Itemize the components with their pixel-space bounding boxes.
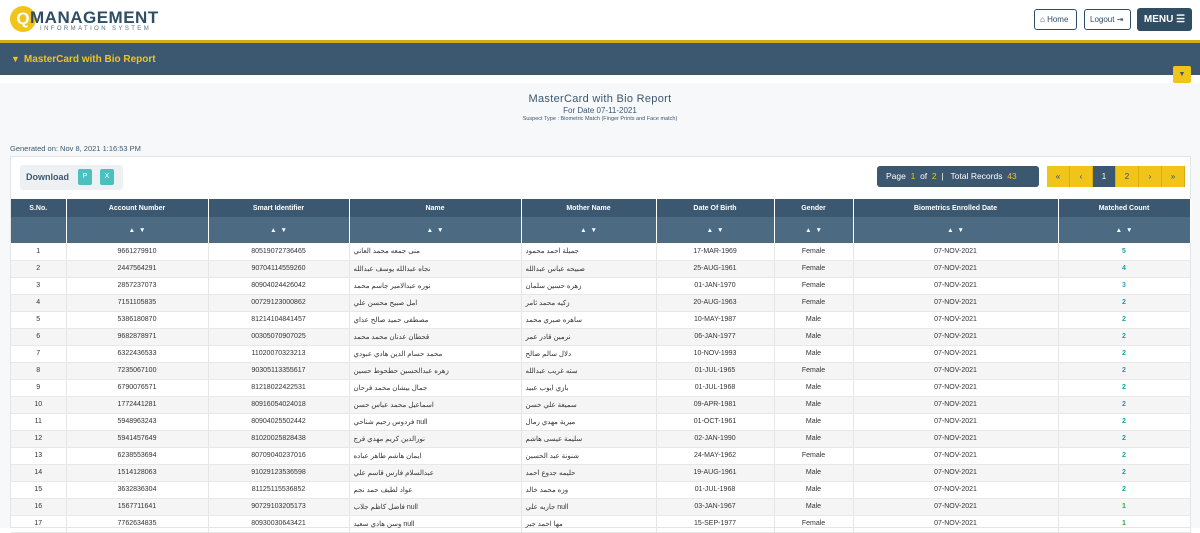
cell-smart-identifier: 80709040237016 (208, 447, 349, 464)
band-title (11, 54, 156, 65)
cell-biometrics-enrolled-date: 07-NOV-2021 (853, 430, 1058, 447)
cell-mother-name: حليمه جدوع احمد (521, 464, 656, 481)
col-biometrics-enrolled-date[interactable]: Biometrics Enrolled Date (853, 199, 1058, 217)
cell-gender: Male (774, 430, 853, 447)
table-row[interactable] (11, 430, 1190, 447)
cell-name: اسماعيل محمد عباس حسن (349, 396, 521, 413)
report-suspect-type: Suspect Type : Biometric Match (Finger Prints and Face match) (522, 116, 678, 122)
cell-mother-name: سته غريب عبدالله (521, 362, 656, 379)
pdf-download-icon[interactable]: P (78, 169, 92, 185)
cell-name: عبدالسلام فارس قاسم علي (349, 464, 521, 481)
cell-name: نجاه عبدالله يوسف عبدالله (349, 260, 521, 277)
sort-desc-icon[interactable]: ▼ (280, 226, 287, 234)
cell-smart-identifier: 80904024426042 (208, 277, 349, 294)
cell-matched-count: 2 (1058, 396, 1190, 413)
cell-sno: 15 (11, 481, 66, 498)
cell-date-of-birth: 01-JAN-1970 (656, 277, 774, 294)
cell-mother-name: ميرية مهدي رمال (521, 413, 656, 430)
cell-mother-name: ساهره صبري محمد (521, 311, 656, 328)
table-row[interactable] (11, 396, 1190, 413)
cell-gender: Male (774, 396, 853, 413)
table-row[interactable] (11, 311, 1190, 328)
sort-cell (66, 217, 208, 243)
collapse-toggle-button[interactable] (1173, 66, 1191, 83)
sort-cell (774, 217, 853, 243)
cell-date-of-birth: 20-AUG-1963 (656, 294, 774, 311)
cell-sno: 3 (11, 277, 66, 294)
report-title-band (0, 40, 1200, 75)
generated-on: Generated on: Nov 8, 2021 1:16:53 PM (10, 144, 141, 153)
cell-sno: 11 (11, 413, 66, 430)
cell-date-of-birth: 01-OCT-1961 (656, 413, 774, 430)
cell-biometrics-enrolled-date: 07-NOV-2021 (853, 277, 1058, 294)
cell-date-of-birth: 24-MAY-1962 (656, 447, 774, 464)
cell-matched-count: 2 (1058, 362, 1190, 379)
sort-asc-icon[interactable]: ▲ (426, 226, 433, 234)
cell-name: امل صبيح محسن علي (349, 294, 521, 311)
cell-gender: Male (774, 345, 853, 362)
cell-name: فردوس رحيم شناحي null (349, 413, 521, 430)
sort-asc-icon[interactable]: ▲ (580, 226, 587, 234)
cell-name: عواد لطيف حمد نجم (349, 481, 521, 498)
cell-account-number: 9682878971 (66, 328, 208, 345)
cell-smart-identifier: 81020025828438 (208, 430, 349, 447)
report-title: MasterCard with Bio Report (528, 93, 672, 105)
cell-biometrics-enrolled-date: 07-NOV-2021 (853, 413, 1058, 430)
total-pages: 2 (931, 171, 937, 181)
cell-smart-identifier: 91029123536598 (208, 464, 349, 481)
cell-mother-name: سليمة عيسى هاشم (521, 430, 656, 447)
cell-biometrics-enrolled-date: 07-NOV-2021 (853, 243, 1058, 260)
cell-mother-name: جاريه علي null (521, 498, 656, 515)
excel-download-icon[interactable]: X (100, 169, 114, 185)
cell-mother-name: زهره حسين سلمان (521, 277, 656, 294)
cell-matched-count: 3 (1058, 277, 1190, 294)
col-sno[interactable]: S.No. (11, 199, 66, 217)
table-row[interactable] (11, 362, 1190, 379)
cell-account-number: 1567711641 (66, 498, 208, 515)
cell-smart-identifier: 81125115536852 (208, 481, 349, 498)
cell-smart-identifier: 81214104841457 (208, 311, 349, 328)
cell-name: ايمان هاشم طاهر عباده (349, 447, 521, 464)
cell-mother-name: مها احمد جبر (521, 515, 656, 532)
cell-account-number: 7762634835 (66, 515, 208, 532)
col-mother-name[interactable]: Mother Name (521, 199, 656, 217)
cell-biometrics-enrolled-date: 07-NOV-2021 (853, 311, 1058, 328)
cell-gender: Female (774, 447, 853, 464)
cell-sno: 10 (11, 396, 66, 413)
cell-mother-name: وزه محمد خالد (521, 481, 656, 498)
cell-mother-name: دلال سالم صالح (521, 345, 656, 362)
cell-matched-count: 1 (1058, 515, 1190, 532)
cell-biometrics-enrolled-date: 07-NOV-2021 (853, 379, 1058, 396)
cell-mother-name: نرمين قادر عمر (521, 328, 656, 345)
cell-smart-identifier: 80904025502442 (208, 413, 349, 430)
cell-mother-name: زكيه محمد ثامر (521, 294, 656, 311)
menu-label: MENU (1143, 14, 1174, 25)
sort-asc-icon[interactable]: ▲ (128, 226, 135, 234)
cell-account-number: 1772441281 (66, 396, 208, 413)
cell-name: زهره عبدالحسين حطحوط حسين (349, 362, 521, 379)
cell-gender: Female (774, 294, 853, 311)
cell-gender: Female (774, 277, 853, 294)
cell-biometrics-enrolled-date: 07-NOV-2021 (853, 481, 1058, 498)
logo-title: MANAGEMENT (30, 8, 159, 27)
first-page-button[interactable]: « (1047, 166, 1070, 187)
cell-sno: 14 (11, 464, 66, 481)
col-name[interactable]: Name (349, 199, 521, 217)
cell-name: نورالدين كريم مهدي فرج (349, 430, 521, 447)
cell-biometrics-enrolled-date: 07-NOV-2021 (853, 447, 1058, 464)
cell-date-of-birth: 17-MAR-1969 (656, 243, 774, 260)
cell-sno: 9 (11, 379, 66, 396)
table-row[interactable] (11, 447, 1190, 464)
cell-matched-count: 2 (1058, 481, 1190, 498)
cell-name: محمد حسام الدين هادي عبودي (349, 345, 521, 362)
sort-cell (853, 217, 1058, 243)
top-bar (0, 0, 1200, 40)
cell-sno: 12 (11, 430, 66, 447)
cell-biometrics-enrolled-date: 07-NOV-2021 (853, 396, 1058, 413)
table-body (11, 243, 1190, 532)
logo[interactable] (10, 6, 160, 36)
sort-cell (11, 217, 66, 243)
cell-gender: Female (774, 260, 853, 277)
total-records: 43 (1007, 171, 1017, 181)
cell-name: فاضل كاظم جلاب null (349, 498, 521, 515)
cell-account-number: 6790076571 (66, 379, 208, 396)
download-label: Download (26, 172, 69, 182)
table-row[interactable] (11, 260, 1190, 277)
table-row[interactable] (11, 345, 1190, 362)
cell-date-of-birth: 15-SEP-1977 (656, 515, 774, 532)
cell-smart-identifier: 90305113355617 (208, 362, 349, 379)
cell-mother-name: سميعة علي حسن (521, 396, 656, 413)
cell-date-of-birth: 25-AUG-1961 (656, 260, 774, 277)
sort-asc-icon[interactable]: ▲ (270, 226, 277, 234)
table-row[interactable] (11, 515, 1190, 532)
cell-name: منى جمعه محمد العاني (349, 243, 521, 260)
cell-date-of-birth: 19-AUG-1961 (656, 464, 774, 481)
cell-account-number: 9661279910 (66, 243, 208, 260)
table-header-row (11, 199, 1190, 217)
table-row[interactable] (11, 413, 1190, 430)
chevron-down-icon: ▼ (1178, 71, 1186, 78)
cell-date-of-birth: 09-APR-1981 (656, 396, 774, 413)
table-row[interactable] (11, 328, 1190, 345)
cell-matched-count: 2 (1058, 430, 1190, 447)
cell-sno: 8 (11, 362, 66, 379)
sort-desc-icon[interactable]: ▼ (815, 226, 822, 234)
cell-account-number: 3632836304 (66, 481, 208, 498)
sort-cell (656, 217, 774, 243)
cell-smart-identifier: 80519072736465 (208, 243, 349, 260)
cell-date-of-birth: 10-MAY-1987 (656, 311, 774, 328)
table-row[interactable] (11, 464, 1190, 481)
cell-mother-name: جميلة احمد محمود (521, 243, 656, 260)
filter-icon: ▼ (11, 54, 20, 64)
cell-smart-identifier: 90704114559260 (208, 260, 349, 277)
cell-date-of-birth: 10-NOV-1993 (656, 345, 774, 362)
cell-biometrics-enrolled-date: 07-NOV-2021 (853, 345, 1058, 362)
sort-cell (521, 217, 656, 243)
cell-account-number: 1514128063 (66, 464, 208, 481)
cell-date-of-birth: 01-JUL-1965 (656, 362, 774, 379)
table-row[interactable] (11, 379, 1190, 396)
cell-name: نوره عبدالامير جاسم محمد (349, 277, 521, 294)
cell-date-of-birth: 03-JAN-1967 (656, 498, 774, 515)
cell-matched-count: 2 (1058, 464, 1190, 481)
home-button[interactable] (1034, 9, 1077, 30)
cell-date-of-birth: 01-JUL-1968 (656, 379, 774, 396)
cell-sno: 5 (11, 311, 66, 328)
of-label: of (920, 171, 928, 181)
cell-date-of-birth: 06-JAN-1977 (656, 328, 774, 345)
col-account-number[interactable]: Account Number (66, 199, 208, 217)
cell-smart-identifier: 81218022422531 (208, 379, 349, 396)
cell-matched-count: 2 (1058, 379, 1190, 396)
col-smart-identifier[interactable]: Smart Identifier (208, 199, 349, 217)
cell-gender: Male (774, 379, 853, 396)
sort-desc-icon[interactable]: ▼ (957, 226, 964, 234)
cell-date-of-birth: 01-JUL-1968 (656, 481, 774, 498)
cell-matched-count: 1 (1058, 498, 1190, 515)
band-title-text: MasterCard with Bio Report (23, 54, 156, 65)
cell-account-number: 5386180870 (66, 311, 208, 328)
sort-desc-icon[interactable]: ▼ (139, 226, 146, 234)
cell-smart-identifier: 00305070907025 (208, 328, 349, 345)
cell-sno: 2 (11, 260, 66, 277)
cell-gender: Female (774, 362, 853, 379)
hamburger-icon: ☰ (1176, 14, 1186, 25)
table-row[interactable] (11, 498, 1190, 515)
cell-matched-count: 2 (1058, 294, 1190, 311)
logo-q-icon: Q (10, 6, 36, 32)
home-label: Home (1047, 15, 1069, 24)
cell-matched-count: 5 (1058, 243, 1190, 260)
cell-mother-name: صبيحه عباس عبدالله (521, 260, 656, 277)
home-icon: ⌂ (1040, 15, 1045, 24)
current-page: 1 (910, 171, 916, 181)
sort-cell (1058, 217, 1190, 243)
cell-biometrics-enrolled-date: 07-NOV-2021 (853, 498, 1058, 515)
cell-gender: Male (774, 498, 853, 515)
sort-asc-icon[interactable]: ▲ (947, 226, 954, 234)
cell-date-of-birth: 02-JAN-1990 (656, 430, 774, 447)
cell-account-number: 6238553694 (66, 447, 208, 464)
cell-gender: Male (774, 413, 853, 430)
cell-smart-identifier: 11020070323213 (208, 345, 349, 362)
page-label: Page (886, 171, 906, 181)
cell-sno: 1 (11, 243, 66, 260)
report-date: For Date 07-11-2021 (563, 106, 637, 115)
sort-row (11, 217, 1190, 243)
col-gender[interactable]: Gender (774, 199, 853, 217)
cell-matched-count: 2 (1058, 345, 1190, 362)
cell-matched-count: 4 (1058, 260, 1190, 277)
col-matched-count[interactable]: Matched Count (1058, 199, 1190, 217)
last-page-button[interactable]: » (1162, 166, 1185, 187)
cell-smart-identifier: 80916054024018 (208, 396, 349, 413)
cell-biometrics-enrolled-date: 07-NOV-2021 (853, 328, 1058, 345)
download-panel (20, 165, 123, 190)
sort-cell (208, 217, 349, 243)
cell-matched-count: 2 (1058, 413, 1190, 430)
sort-desc-icon[interactable]: ▼ (1126, 226, 1133, 234)
cell-biometrics-enrolled-date: 07-NOV-2021 (853, 260, 1058, 277)
sort-desc-icon[interactable]: ▼ (437, 226, 444, 234)
cell-name: وسن هادي سعيد null (349, 515, 521, 532)
sort-asc-icon[interactable]: ▲ (1115, 226, 1122, 234)
cell-gender: Female (774, 515, 853, 532)
cell-sno: 4 (11, 294, 66, 311)
cell-mother-name: بازي ايوب عبيد (521, 379, 656, 396)
cell-account-number: 6322436533 (66, 345, 208, 362)
cell-biometrics-enrolled-date: 07-NOV-2021 (853, 515, 1058, 532)
cell-account-number: 2857237073 (66, 277, 208, 294)
table-row[interactable] (11, 294, 1190, 311)
page-1-button[interactable]: 1 (1093, 166, 1116, 187)
table-row[interactable] (11, 243, 1190, 260)
cell-gender: Male (774, 328, 853, 345)
cell-account-number: 5948963243 (66, 413, 208, 430)
prev-page-button[interactable]: ‹ (1070, 166, 1093, 187)
cell-name: مصطفى حميد صالح عداي (349, 311, 521, 328)
cell-account-number: 7151105835 (66, 294, 208, 311)
page-info: Page 1 of 2 | Total Records 43 (877, 166, 1039, 187)
logout-button[interactable] (1084, 9, 1131, 30)
cell-account-number: 2447564291 (66, 260, 208, 277)
cell-biometrics-enrolled-date: 07-NOV-2021 (853, 362, 1058, 379)
cell-sno: 17 (11, 515, 66, 532)
cell-matched-count: 2 (1058, 447, 1190, 464)
cell-sno: 13 (11, 447, 66, 464)
cell-sno: 7 (11, 345, 66, 362)
cell-mother-name: شنونة عبد الحسين (521, 447, 656, 464)
sort-desc-icon[interactable]: ▼ (590, 226, 597, 234)
report-table (11, 199, 1191, 533)
table-row[interactable] (11, 277, 1190, 294)
cell-gender: Male (774, 464, 853, 481)
logout-label: Logout (1090, 15, 1115, 24)
sort-desc-icon[interactable]: ▼ (717, 226, 724, 234)
table-row[interactable] (11, 481, 1190, 498)
cell-biometrics-enrolled-date: 07-NOV-2021 (853, 464, 1058, 481)
sort-asc-icon[interactable]: ▲ (805, 226, 812, 234)
sort-cell (349, 217, 521, 243)
menu-button[interactable] (1137, 8, 1192, 31)
cell-gender: Male (774, 481, 853, 498)
sort-asc-icon[interactable]: ▲ (706, 226, 713, 234)
cell-account-number: 7235067100 (66, 362, 208, 379)
cell-sno: 16 (11, 498, 66, 515)
cell-smart-identifier: 80930030643421 (208, 515, 349, 532)
cell-name: جمال بيشان محمد فرحان (349, 379, 521, 396)
total-records-label: Total Records (950, 171, 1003, 181)
cell-smart-identifier: 90729103205173 (208, 498, 349, 515)
cell-sno: 6 (11, 328, 66, 345)
cell-smart-identifier: 00729123000862 (208, 294, 349, 311)
next-page-button[interactable]: › (1139, 166, 1162, 187)
cell-biometrics-enrolled-date: 07-NOV-2021 (853, 294, 1058, 311)
cell-account-number: 5941457649 (66, 430, 208, 447)
logo-subtitle: INFORMATION SYSTEM (40, 26, 152, 32)
page-2-button[interactable]: 2 (1116, 166, 1139, 187)
logout-icon: ⇥ (1116, 15, 1124, 24)
cell-gender: Male (774, 311, 853, 328)
cell-matched-count: 2 (1058, 311, 1190, 328)
col-date-of-birth[interactable]: Date Of Birth (656, 199, 774, 217)
cell-matched-count: 2 (1058, 328, 1190, 345)
cell-name: قحطان عدنان محمد محمد (349, 328, 521, 345)
cell-gender: Female (774, 243, 853, 260)
